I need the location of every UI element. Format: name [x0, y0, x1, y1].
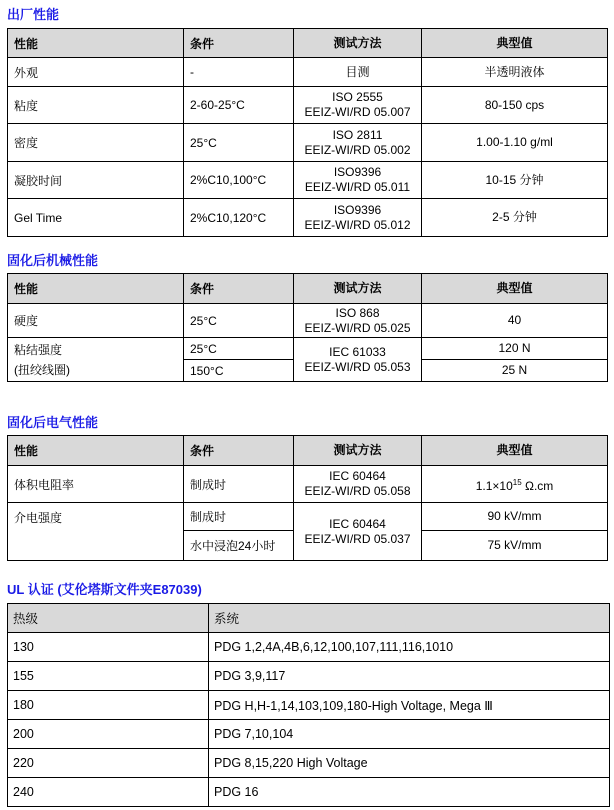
value-cell: 25 N — [422, 360, 608, 382]
property-cell: Gel Time — [8, 199, 184, 237]
system-cell: PDG 8,15,220 High Voltage — [209, 749, 610, 778]
table-row — [8, 633, 610, 662]
value-cell: 2-5 分钟 — [422, 199, 608, 237]
property-cell: 外观 — [8, 58, 184, 87]
table-row — [8, 87, 608, 124]
header-property: 性能 — [8, 29, 184, 58]
property-cell: 体积电阻率 — [8, 466, 184, 503]
header-test-method: 测试方法 — [294, 436, 422, 466]
table-row — [8, 662, 610, 691]
thermal-class-cell: 200 — [8, 720, 209, 749]
method-internal: EEIZ-WI/RD 05.025 — [304, 320, 411, 335]
condition-cell: 制成时 — [184, 503, 294, 531]
method-internal: EEIZ-WI/RD 05.002 — [304, 142, 411, 157]
property-cell: 凝胶时间 — [8, 162, 184, 199]
system-cell: PDG 16 — [209, 778, 610, 807]
table-header-row — [8, 274, 608, 304]
header-typical-value: 典型值 — [422, 29, 608, 58]
method-standard: ISO9396 — [333, 202, 382, 217]
method-standard: IEC 61033 — [329, 344, 386, 359]
method-internal: EEIZ-WI/RD 05.037 — [304, 531, 411, 546]
property-cell: 粘度 — [8, 87, 184, 124]
section-title-factory: 出厂性能 — [7, 7, 60, 22]
value-cell: 80-150 cps — [422, 87, 608, 124]
section-title-ul: UL 认证 (艾伦塔斯文件夹E87039) — [7, 582, 202, 597]
table-row — [8, 503, 608, 531]
thermal-class-cell: 155 — [8, 662, 209, 691]
thermal-class-cell: 240 — [8, 778, 209, 807]
table-header-row — [8, 436, 608, 466]
method-cell — [294, 304, 422, 338]
value-cell: 半透明液体 — [422, 58, 608, 87]
system-cell: PDG 3,9,117 — [209, 662, 610, 691]
system-cell: PDG 7,10,104 — [209, 720, 610, 749]
method-cell — [294, 87, 422, 124]
method-standard: IEC 60464 — [329, 469, 386, 483]
condition-cell: 25°C — [184, 304, 294, 338]
method-internal: EEIZ-WI/RD 05.058 — [304, 484, 411, 498]
factory-properties-table — [7, 28, 608, 237]
header-typical-value: 典型值 — [422, 436, 608, 466]
condition-cell: 2%C10,120°C — [184, 199, 294, 237]
value-exponent: 15 — [512, 477, 522, 487]
table-row — [8, 720, 610, 749]
thermal-class-cell: 180 — [8, 691, 209, 720]
property-cell: 硬度 — [8, 304, 184, 338]
method-standard: ISO9396 — [333, 165, 382, 179]
property-name: 粘结强度 — [14, 342, 63, 357]
condition-cell: 2-60-25°C — [184, 87, 294, 124]
section-title-mechanical: 固化后机械性能 — [7, 253, 99, 268]
section-title-electrical: 固化后电气性能 — [7, 415, 99, 430]
method-cell — [294, 124, 422, 162]
table-row — [8, 691, 610, 720]
method-cell — [294, 338, 422, 382]
method-internal: EEIZ-WI/RD 05.053 — [304, 359, 411, 374]
header-system: 系统 — [209, 604, 610, 633]
condition-cell: 150°C — [184, 360, 294, 382]
method-cell — [294, 466, 422, 503]
value-mantissa: 1.1×10 — [475, 478, 513, 493]
value-cell: 10-15 分钟 — [422, 162, 608, 199]
system-cell: PDG 1,2,4A,4B,6,12,100,107,111,116,1010 — [209, 633, 610, 662]
ul-certification-table — [7, 603, 610, 807]
table-row — [8, 199, 608, 237]
header-thermal-class: 热级 — [8, 604, 209, 633]
table-row — [8, 466, 608, 503]
value-unit: Ω.cm — [521, 478, 554, 493]
property-cell — [8, 338, 184, 382]
method-internal: EEIZ-WI/RD 05.012 — [304, 217, 411, 232]
method-standard: IEC 60464 — [329, 516, 386, 531]
value-cell: 40 — [422, 304, 608, 338]
property-cell: 密度 — [8, 124, 184, 162]
value-cell: 90 kV/mm — [422, 503, 608, 531]
condition-cell: 制成时 — [184, 466, 294, 503]
condition-cell: - — [184, 58, 294, 87]
thermal-class-cell: 130 — [8, 633, 209, 662]
mechanical-properties-table — [7, 273, 608, 382]
method-standard: ISO 2811 — [332, 127, 383, 142]
thermal-class-cell: 220 — [8, 749, 209, 778]
method-internal: EEIZ-WI/RD 05.007 — [304, 105, 411, 119]
method-standard: ISO 868 — [335, 305, 380, 320]
table-row — [8, 58, 608, 87]
condition-cell: 2%C10,100°C — [184, 162, 294, 199]
condition-cell: 水中浸泡24小时 — [184, 531, 294, 561]
method-cell — [294, 162, 422, 199]
header-condition: 条件 — [184, 436, 294, 466]
system-cell: PDG H,H-1,14,103,109,180-High Voltage, Mega Ⅲ — [209, 691, 610, 720]
table-row — [8, 749, 610, 778]
header-condition: 条件 — [184, 274, 294, 304]
table-header-row — [8, 29, 608, 58]
condition-cell: 25°C — [184, 124, 294, 162]
table-row — [8, 338, 608, 360]
table-row — [8, 162, 608, 199]
header-property: 性能 — [8, 274, 184, 304]
header-test-method: 测试方法 — [294, 29, 422, 58]
header-property: 性能 — [8, 436, 184, 466]
value-cell: 120 N — [422, 338, 608, 360]
property-cell: 介电强度 — [8, 503, 184, 561]
header-typical-value: 典型值 — [422, 274, 608, 304]
value-cell: 75 kV/mm — [422, 531, 608, 561]
header-condition: 条件 — [184, 29, 294, 58]
electrical-properties-table — [7, 435, 608, 561]
table-row — [8, 778, 610, 807]
method-internal: EEIZ-WI/RD 05.011 — [304, 180, 411, 194]
table-row — [8, 304, 608, 338]
method-cell: 目测 — [294, 58, 422, 87]
condition-cell: 25°C — [184, 338, 294, 360]
header-test-method: 测试方法 — [294, 274, 422, 304]
value-cell — [422, 466, 608, 503]
table-row — [8, 124, 608, 162]
method-standard: ISO 2555 — [332, 90, 383, 104]
method-cell — [294, 503, 422, 561]
method-cell — [294, 199, 422, 237]
property-note: (扭绞线圈) — [14, 362, 70, 377]
value-cell: 1.00-1.10 g/ml — [422, 124, 608, 162]
table-header-row — [8, 604, 610, 633]
